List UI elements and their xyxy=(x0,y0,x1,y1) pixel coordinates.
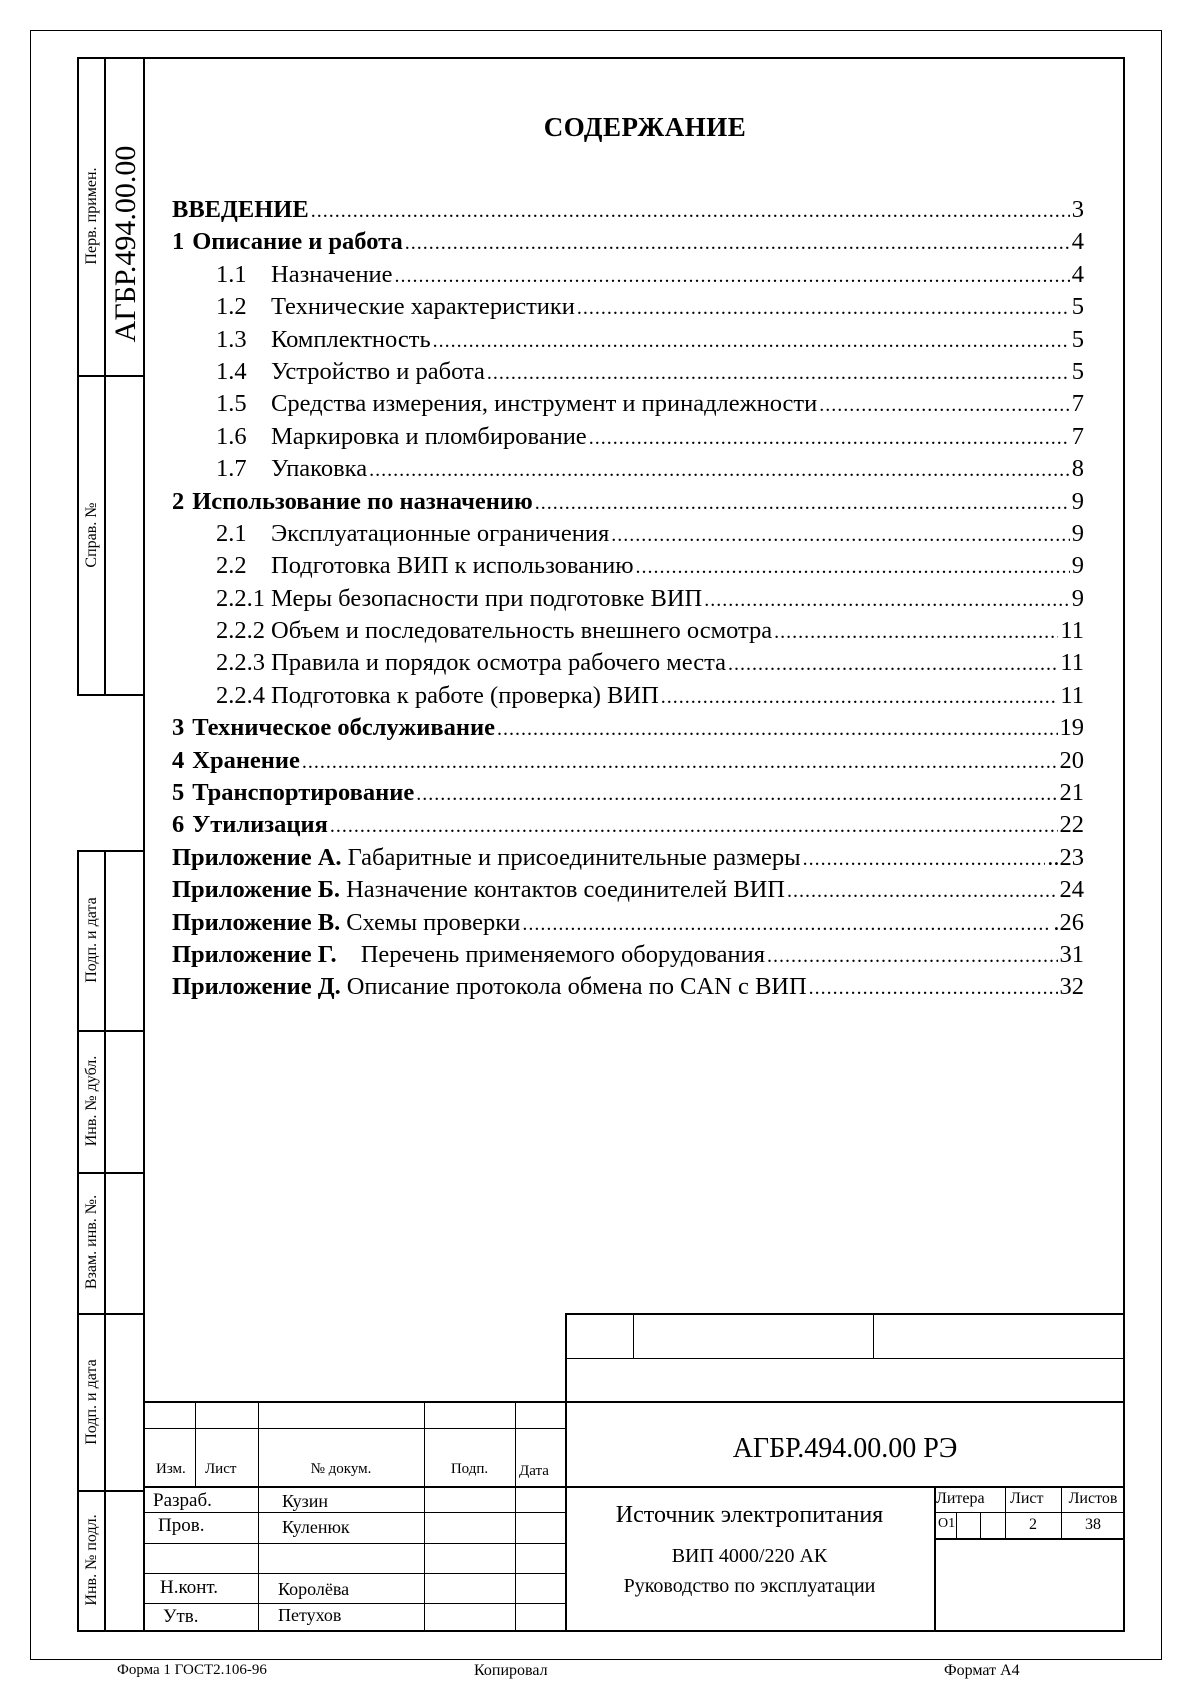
toc-entry-page: 5 xyxy=(1071,357,1084,385)
utv-name: Петухов xyxy=(278,1605,342,1625)
toc-entry-page: ..23 xyxy=(1047,843,1084,871)
stamp-line-v-podp xyxy=(515,1401,516,1632)
toc-entry[interactable] xyxy=(172,973,1084,1005)
side-line-1030 xyxy=(77,1030,144,1032)
list-label: Лист xyxy=(1010,1490,1044,1507)
toc-entry[interactable] xyxy=(172,520,1084,552)
toc-entry[interactable] xyxy=(172,390,1084,422)
side-line-375 xyxy=(77,375,144,377)
toc-entry-label: Хранение xyxy=(192,746,300,774)
toc-entry-label: Назначение контактов соединителей ВИП xyxy=(346,876,785,904)
document-type: Руководство по эксплуатации xyxy=(623,1575,876,1597)
toc-entry-label: Меры безопасности при подготовке ВИП xyxy=(271,584,703,612)
toc-entry-num: 1.2 xyxy=(216,293,247,321)
side-line-1490 xyxy=(77,1490,144,1492)
stamp-line-top xyxy=(565,1313,1125,1315)
toc-entry[interactable] xyxy=(172,552,1084,584)
stamp-line-left-4 xyxy=(143,1543,565,1544)
document-designation: АГБР.494.00.00 РЭ xyxy=(732,1433,958,1464)
toc-entry-page: 9 xyxy=(1071,584,1084,612)
toc-entry-page: 5 xyxy=(1071,325,1084,353)
toc-entry-label: Средства измерения, инструмент и принадлежности xyxy=(271,390,818,418)
side-inv-dubl: Инв. № дубл. xyxy=(83,1055,100,1147)
toc-entry[interactable] xyxy=(172,293,1084,325)
toc-entry-page: 7 xyxy=(1071,390,1084,418)
side-podp-data-1: Подп. и дата xyxy=(83,897,100,983)
toc-entry-num: 2.2.2 xyxy=(216,617,265,645)
toc-entry-label: Упаковка xyxy=(271,455,368,483)
toc-entry-page: 9 xyxy=(1071,487,1084,515)
prov-label: Пров. xyxy=(158,1515,205,1536)
stamp-line-upper-v1 xyxy=(633,1313,634,1358)
toc-entry-label: Описание протокола обмена по CAN с ВИП xyxy=(346,973,807,1001)
stamp-line-v-litera-sub1 xyxy=(956,1512,957,1538)
toc-leader xyxy=(704,589,1070,612)
toc-entry[interactable] xyxy=(172,455,1084,487)
toc-entry-label: Схемы проверки xyxy=(346,908,521,936)
toc-entry-page: 19 xyxy=(1059,714,1084,742)
nkont-name: Королёва xyxy=(278,1579,350,1599)
toc-entry[interactable] xyxy=(172,649,1084,681)
razrab-name: Кузин xyxy=(282,1491,329,1511)
razrab-label: Разраб. xyxy=(153,1490,212,1511)
col-header-doc: № докум. xyxy=(310,1461,372,1477)
toc-entry-num: 1.1 xyxy=(216,260,247,288)
toc-entry-page: 31 xyxy=(1059,940,1084,968)
toc-entry-num: 1 xyxy=(172,228,185,256)
toc-leader xyxy=(395,265,1070,288)
toc-entry[interactable] xyxy=(172,228,1084,260)
side-bottom-line xyxy=(77,1630,144,1632)
toc-entry-page: 20 xyxy=(1059,746,1084,774)
toc-entry-num: 2.2 xyxy=(216,552,247,580)
toc-entry-page: 4 xyxy=(1071,228,1084,256)
side-line-850 xyxy=(77,850,144,852)
stamp-line-v-litera-sub2 xyxy=(980,1512,981,1538)
toc-entry-num: 5 xyxy=(172,779,185,807)
toc-leader xyxy=(330,815,1058,838)
side-line-1172 xyxy=(77,1172,144,1174)
toc-entry[interactable] xyxy=(172,747,1084,779)
toc-title: СОДЕРЖАНИЕ xyxy=(543,112,747,142)
toc-leader xyxy=(522,913,1051,936)
footer-copied: Копировал xyxy=(474,1662,548,1679)
side-perv-primen: Перв. примен. xyxy=(83,167,100,265)
nkont-label: Н.конт. xyxy=(160,1577,219,1598)
toc-entry[interactable] xyxy=(172,682,1084,714)
toc-entry[interactable] xyxy=(172,941,1084,973)
prov-name: Куленюк xyxy=(282,1517,350,1537)
toc-entry-page: 24 xyxy=(1059,876,1084,904)
toc-entry[interactable] xyxy=(172,326,1084,358)
list-value: 2 xyxy=(1029,1516,1037,1533)
toc-entry-page: .26 xyxy=(1053,908,1084,936)
stamp-line-v-izm xyxy=(195,1401,196,1486)
toc-entry-num: 4 xyxy=(172,746,185,774)
toc-entry-num: 2 xyxy=(172,487,185,515)
toc-leader xyxy=(809,977,1058,1000)
toc-entry-page: 4 xyxy=(1071,260,1084,288)
toc-entry[interactable] xyxy=(172,909,1084,941)
toc-entry-page: 9 xyxy=(1071,519,1084,547)
toc-entry-num: 1.7 xyxy=(216,455,247,483)
toc-entry-label: Техническое обслуживание xyxy=(192,714,495,742)
col-header-izm: Изм. xyxy=(156,1461,186,1477)
toc-leader xyxy=(611,524,1070,547)
toc-leader xyxy=(787,880,1058,903)
stamp-line-v-doc xyxy=(424,1401,425,1632)
toc-entry-page: 11 xyxy=(1060,649,1084,677)
toc-entry-page: 11 xyxy=(1060,617,1084,645)
stamp-line-upper-mid xyxy=(565,1358,1125,1359)
toc-leader xyxy=(405,232,1070,255)
toc-entry[interactable] xyxy=(172,844,1084,876)
toc-entry-page: 9 xyxy=(1071,552,1084,580)
table-of-contents xyxy=(172,196,1084,1006)
toc-leader xyxy=(774,621,1058,644)
toc-entry-label: Маркировка и пломбирование xyxy=(271,422,587,450)
toc-leader xyxy=(535,492,1070,515)
stamp-line-v-list xyxy=(258,1401,259,1632)
toc-entry-page: 32 xyxy=(1059,973,1084,1001)
toc-entry-label: Технические характеристики xyxy=(271,293,575,321)
toc-entry[interactable] xyxy=(172,261,1084,293)
stamp-line-left-1 xyxy=(143,1428,565,1429)
toc-entry-page: 8 xyxy=(1071,455,1084,483)
toc-entry-num: Приложение В. xyxy=(172,908,341,936)
toc-leader xyxy=(767,945,1058,968)
toc-entry-num: Приложение А. xyxy=(172,843,342,871)
toc-entry-label: Эксплуатационные ограничения xyxy=(271,519,610,547)
toc-leader xyxy=(433,330,1070,353)
stamp-line-main-top xyxy=(143,1401,1125,1403)
toc-entry-num: Приложение Д. xyxy=(172,973,341,1001)
litera-value: О1 xyxy=(938,1516,956,1531)
toc-leader xyxy=(577,297,1070,320)
side-sprav: Справ. № xyxy=(83,502,100,568)
toc-entry-num: 3 xyxy=(172,714,185,742)
product-name: Источник электропитания xyxy=(615,1502,884,1528)
toc-entry-label: ВВЕДЕНИЕ xyxy=(172,196,309,223)
toc-entry[interactable] xyxy=(172,779,1084,811)
side-col-line-3 xyxy=(77,850,79,1632)
side-line-1313 xyxy=(77,1313,144,1315)
toc-leader xyxy=(728,653,1058,676)
toc-entry[interactable] xyxy=(172,196,1084,228)
toc-entry-label: Комплектность xyxy=(271,325,431,353)
toc-entry-num: 2.1 xyxy=(216,519,247,547)
toc-leader xyxy=(803,848,1046,871)
stamp-line-upper-v2 xyxy=(873,1313,874,1358)
toc-entry[interactable] xyxy=(172,714,1084,746)
toc-entry-num: 2.2.1 xyxy=(216,584,265,612)
toc-entry-label: Утилизация xyxy=(192,811,328,839)
toc-entry-label: Подготовка ВИП к использованию xyxy=(271,552,634,580)
stamp-line-left-3 xyxy=(143,1512,565,1513)
toc-leader xyxy=(661,686,1059,709)
toc-entry-num: Приложение Г. xyxy=(172,940,337,968)
stamp-line-litera-bottom xyxy=(934,1538,1125,1540)
toc-entry-page: 11 xyxy=(1060,681,1084,709)
side-vzam-inv: Взам. инв. №. xyxy=(83,1194,100,1290)
toc-entry-page: 3 xyxy=(1071,196,1084,223)
litera-label: Литера xyxy=(936,1490,985,1507)
toc-entry-num: Приложение Б. xyxy=(172,876,341,904)
stamp-line-left-6 xyxy=(143,1603,565,1604)
toc-entry-num: 1.3 xyxy=(216,325,247,353)
toc-entry-num: 2.2.3 xyxy=(216,649,265,677)
toc-leader xyxy=(311,200,1070,223)
side-inv-podl: Инв. № подл. xyxy=(83,1514,100,1606)
stamp-line-left-5 xyxy=(143,1573,565,1574)
side-line-695 xyxy=(77,694,144,696)
toc-entry[interactable] xyxy=(172,585,1084,617)
toc-entry-page: 5 xyxy=(1071,293,1084,321)
listov-label: Листов xyxy=(1068,1490,1118,1507)
toc-entry[interactable] xyxy=(172,876,1084,908)
toc-entry-num: 2.2.4 xyxy=(216,681,265,709)
toc-entry-num: 1.5 xyxy=(216,390,247,418)
toc-entry-label: Объем и последовательность внешнего осмотра xyxy=(271,617,773,645)
toc-entry-label: Подготовка к работе (проверка) ВИП xyxy=(271,681,659,709)
toc-entry[interactable] xyxy=(172,617,1084,649)
toc-leader xyxy=(497,718,1058,741)
toc-entry[interactable] xyxy=(172,811,1084,843)
toc-entry-num: 6 xyxy=(172,811,185,839)
side-col-line-4 xyxy=(104,850,106,1632)
toc-entry-page: 21 xyxy=(1059,779,1084,807)
toc-entry-num: 1.4 xyxy=(216,357,247,385)
stamp-line-left-2 xyxy=(143,1486,1125,1488)
side-podp-data-2: Подп. и дата xyxy=(83,1359,100,1445)
toc-leader xyxy=(819,394,1070,417)
listov-value: 38 xyxy=(1085,1516,1101,1533)
toc-entry-label: Перечень применяемого оборудования xyxy=(360,940,765,968)
toc-entry-label: Транспортирование xyxy=(192,779,415,807)
side-top-line xyxy=(77,57,144,59)
col-header-podp: Подп. xyxy=(450,1461,489,1477)
utv-label: Утв. xyxy=(163,1606,199,1627)
toc-leader xyxy=(636,556,1070,579)
toc-entry[interactable] xyxy=(172,358,1084,390)
side-doc-code: АГБР.494.00.00 xyxy=(109,145,142,343)
toc-entry[interactable] xyxy=(172,488,1084,520)
toc-entry-label: Назначение xyxy=(271,260,393,288)
toc-entry-page: 22 xyxy=(1059,811,1084,839)
col-header-data: Дата xyxy=(519,1463,549,1479)
col-header-list: Лист xyxy=(205,1461,237,1477)
toc-leader xyxy=(487,362,1070,385)
footer-form: Форма 1 ГОСТ2.106-96 xyxy=(117,1662,267,1678)
toc-entry-label: Устройство и работа xyxy=(271,357,485,385)
toc-entry-label: Правила и порядок осмотра рабочего места xyxy=(271,649,726,677)
toc-entry-label: Описание и работа xyxy=(192,228,403,256)
toc-entry-page: 7 xyxy=(1071,422,1084,450)
toc-entry-label: Габаритные и присоединительные размеры xyxy=(347,843,801,871)
footer-format: Формат А4 xyxy=(944,1662,1020,1679)
toc-entry-num: 1.6 xyxy=(216,422,247,450)
stamp-line-litera-mid xyxy=(934,1512,1125,1513)
toc-leader xyxy=(369,459,1070,482)
toc-leader xyxy=(416,783,1057,806)
toc-leader xyxy=(302,751,1058,774)
product-model: ВИП 4000/220 АК xyxy=(671,1545,828,1567)
toc-leader xyxy=(589,427,1070,450)
toc-entry-label: Использование по назначению xyxy=(192,487,533,515)
toc-entry[interactable] xyxy=(172,423,1084,455)
